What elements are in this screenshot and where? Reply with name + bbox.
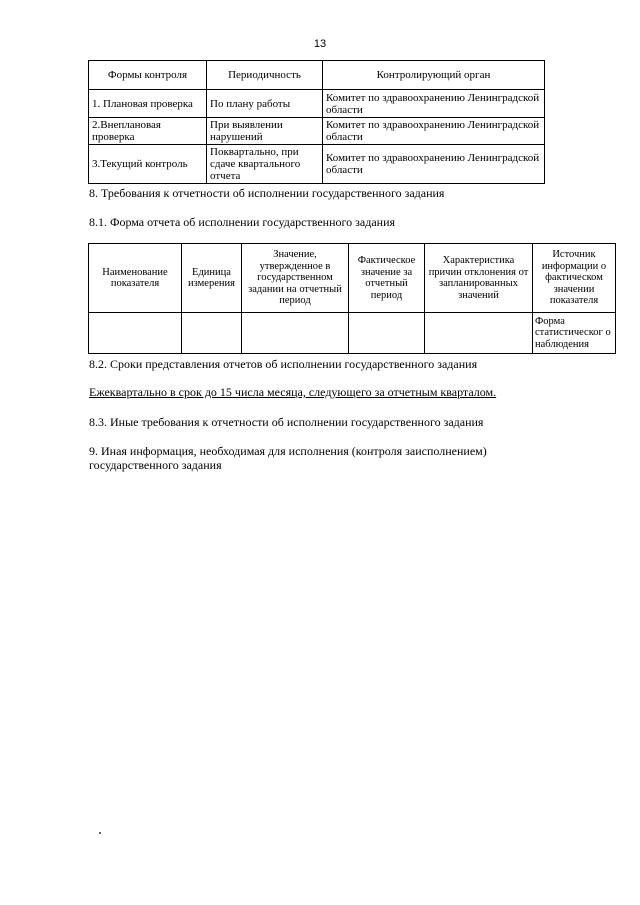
section-8-2-heading: 8.2. Сроки представления отчетов об исполнении государственного задания [89,357,478,371]
table-cell [425,313,533,354]
header-cell: Формы контроля [89,61,207,90]
header-cell: Значение, утвержденное в государственном задании на отчетный период [242,244,349,313]
header-cell: Источник информации о фактическом значении показателя [533,244,616,313]
header-cell: Периодичность [207,61,323,90]
report-form-table [88,243,616,354]
table-row [89,90,545,118]
table-cell: 2.Внеплановая проверка [89,118,207,145]
control-forms-table [88,60,545,184]
section-8-heading: 8. Требования к отчетности об исполнении государственного задания [89,186,445,200]
table-cell: 1. Плановая проверка [89,90,207,118]
scan-speck [99,832,101,834]
header-cell: Контролирующий орган [323,61,545,90]
table-cell: По плану работы [207,90,323,118]
header-cell: Единица измерения [182,244,242,313]
page-number: 13 [313,38,327,50]
table-cell [349,313,425,354]
deadline-text: Ежеквартально в срок до 15 числа месяца, следующего за отчетным кварталом. [89,385,497,399]
section-9-text: 9. Иная информация, необходимая для исполнения (контроля заисполнением) государственного задания [89,444,487,472]
table-header-row [89,61,545,90]
table-cell: При выявлении нарушений [207,118,323,145]
table-cell: Комитет по здравоохранению Ленинградской области [323,118,545,145]
header-cell: Характеристика причин отклонения от запланированных значений [425,244,533,313]
table-cell: Форма статистическог о наблюдения [533,313,616,354]
header-cell: Фактическое значение за отчетный период [349,244,425,313]
section-8-3-heading: 8.3. Иные требования к отчетности об исполнении государственного задания [89,415,484,429]
table-cell [242,313,349,354]
table-row [89,145,545,184]
table-row [89,118,545,145]
table-cell [182,313,242,354]
table-cell [89,313,182,354]
table-cell: Комитет по здравоохранению Ленинградской области [323,145,545,184]
table-row [89,313,616,354]
header-cell: Наименование показателя [89,244,182,313]
section-8-1-heading: 8.1. Форма отчета об исполнении государственного задания [89,215,396,229]
table-header-row [89,244,616,313]
table-cell: 3.Текущий контроль [89,145,207,184]
table-cell: Комитет по здравоохранению Ленинградской области [323,90,545,118]
table-cell: Поквартально, при сдаче квартального отчета [207,145,323,184]
